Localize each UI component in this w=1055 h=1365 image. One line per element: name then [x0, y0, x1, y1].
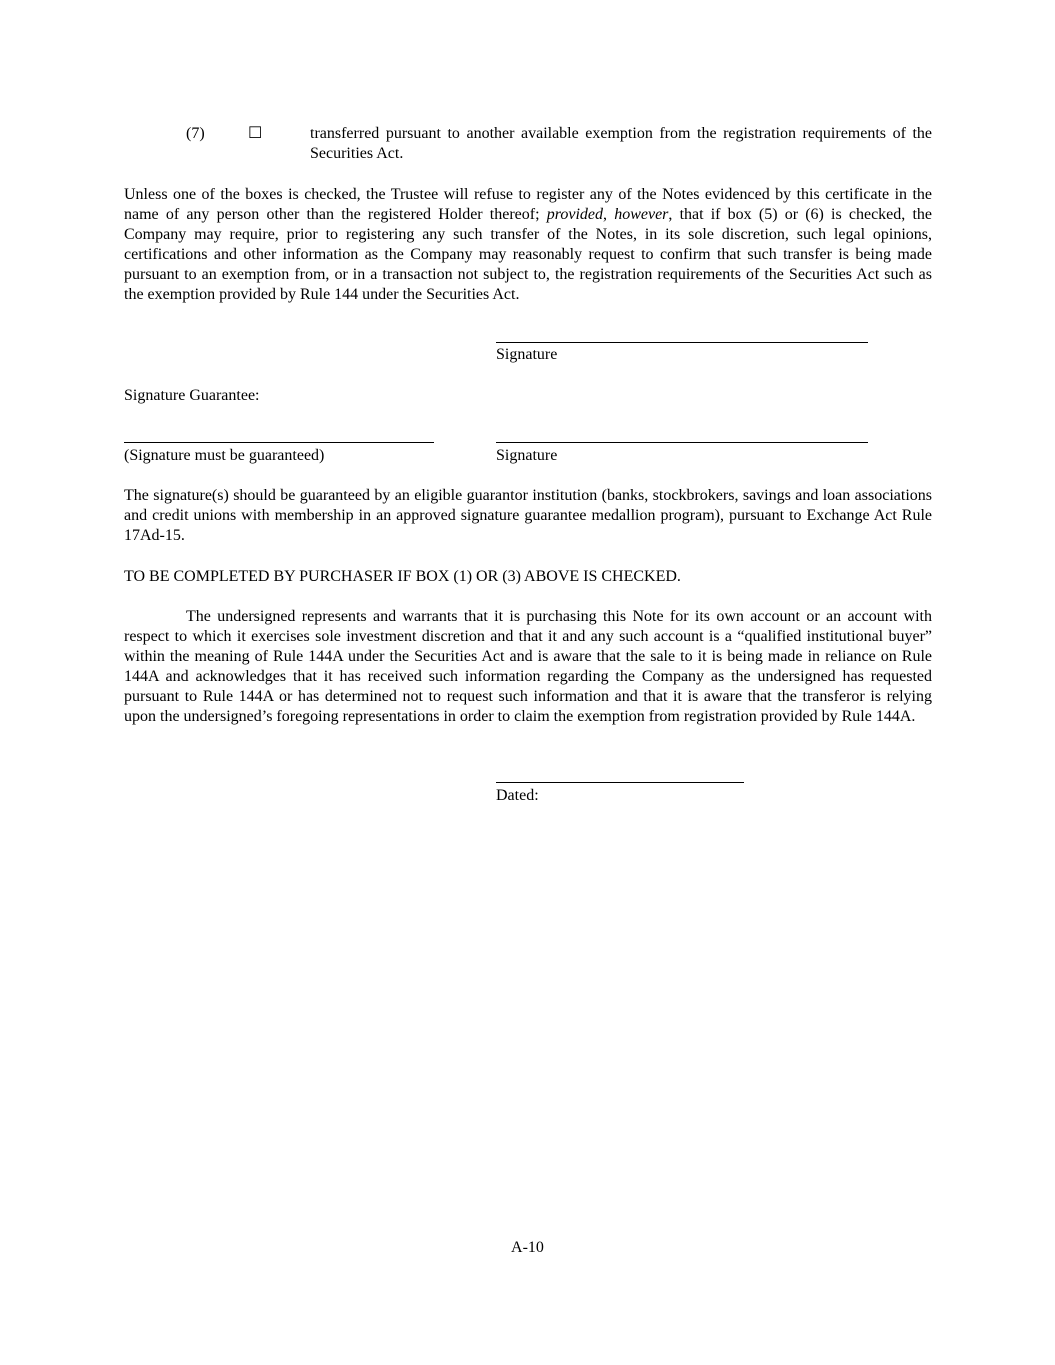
guarantee-signature-line[interactable]	[124, 442, 434, 443]
representation-paragraph: The undersigned represents and warrants that it is purchasing this Note for its own account or an account with respect to which it exercises sole investment discretion and that it and any such account is a “qualified institutional buyer” within the meaning of Rule 144A under the Securities Act and is aware that the sale to it is being made in reliance on Rule 144A and acknowledges that it has received such information regarding the Company as the undersigned has requested pursuant to Rule 144A or has determined not to request such information and that it is aware that the transferor is relying upon the undersigned’s foregoing representations in order to claim the exemption from registration provided by Rule 144A.	[124, 608, 932, 725]
signature-label-2: Signature	[496, 447, 558, 464]
option-number: (7)	[186, 125, 205, 142]
signature-line-2[interactable]	[496, 442, 868, 443]
signature-guarantee-heading: Signature Guarantee:	[124, 387, 260, 404]
signature-line-1[interactable]	[496, 342, 868, 343]
guaranteed-label: (Signature must be guaranteed)	[124, 447, 325, 464]
refusal-text-part1: Unless one of the boxes is checked, the Trustee will refuse to register any of the Notes evidenced by this certificate in the name of any person other than the registered Holder thereof;	[124, 186, 932, 223]
transfer-option-7	[124, 124, 932, 164]
dated-line[interactable]	[496, 782, 744, 783]
refusal-text-part2: , that if box (5) or (6) is checked, the Company may require, prior to registering any such transfer of the Notes, in its sole discretion, such legal opinions, certifications and other information as the Company may reasonably request to confirm that such transfer is being made pursuant to an exemption from, or in a transaction not subject to, the registration requirements of the Securities Act such as the exemption provided by Rule 144 under the Securities Act.	[124, 206, 933, 303]
purchaser-heading: TO BE COMPLETED BY PURCHASER IF BOX (1) OR (3) ABOVE IS CHECKED.	[124, 568, 681, 585]
option-7-text: transferred pursuant to another available exemption from the registration requirements of the Securities Act.	[310, 125, 932, 162]
guarantor-paragraph: The signature(s) should be guaranteed by an eligible guarantor institution (banks, stockbrokers, savings and loan associations and credit unions with membership in an approved signature guarantee medallion program), pursuant to Exchange Act Rule 17Ad-15.	[124, 487, 932, 544]
checkbox-7[interactable]: ☐	[248, 125, 263, 142]
provided-italic: provided	[546, 206, 603, 223]
however-italic: however	[614, 206, 669, 223]
dated-label: Dated:	[496, 787, 539, 804]
refusal-separator: ,	[603, 206, 615, 223]
page-number: A-10	[511, 1239, 544, 1256]
refusal-paragraph	[124, 185, 932, 305]
signature-label-1: Signature	[496, 346, 558, 363]
